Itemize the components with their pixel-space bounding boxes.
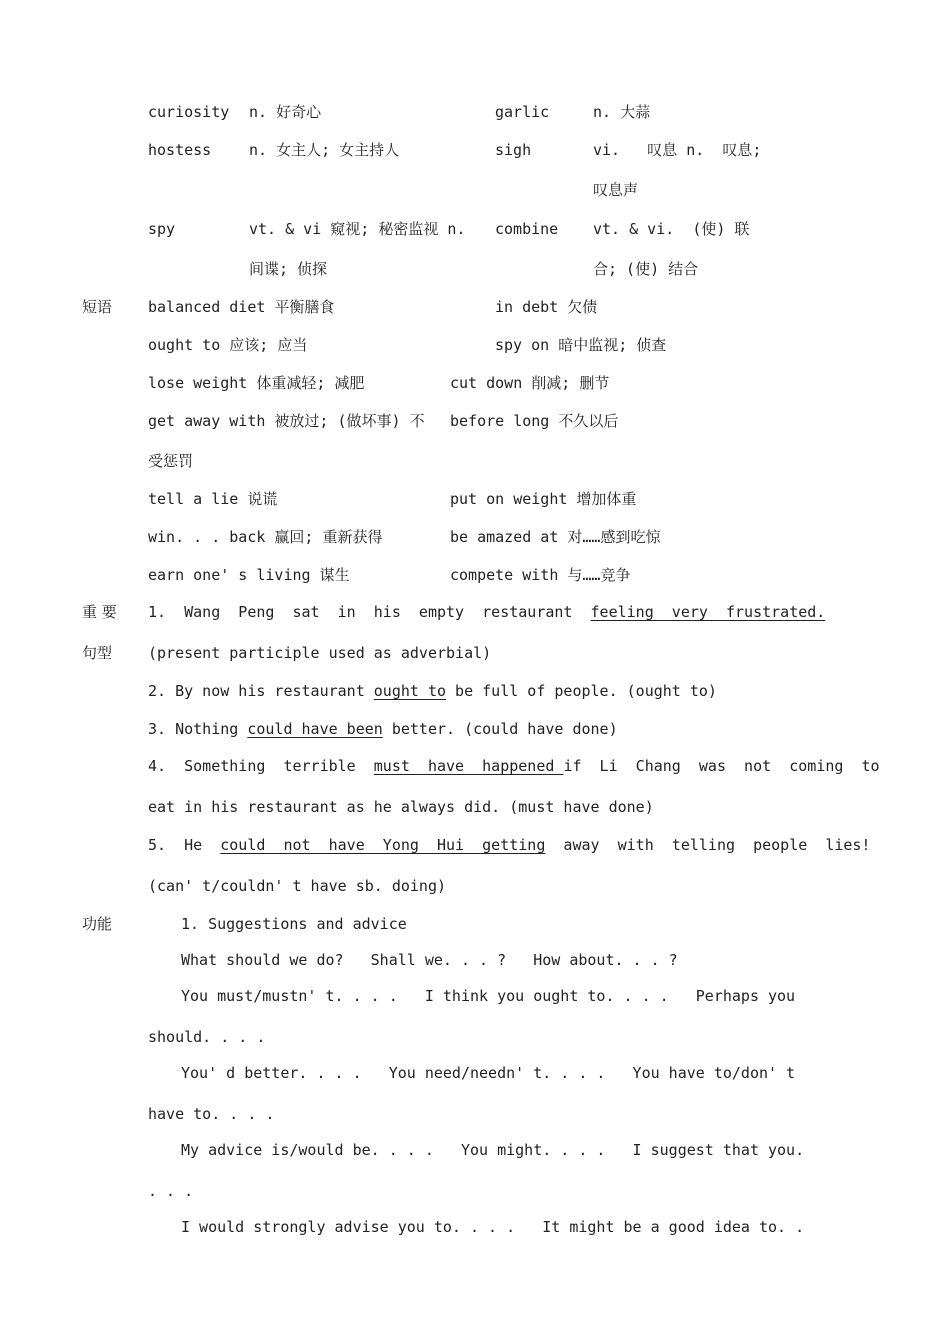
vocab-word: garlic	[495, 103, 550, 121]
vocab-word: hostess	[148, 141, 212, 159]
phrase-item: in debt 欠债	[495, 298, 598, 316]
function-line: What should we do? Shall we. . . ? How about. . . ?	[181, 951, 678, 969]
vocab-word: curiosity	[148, 103, 230, 121]
section-label-patterns: 重 要	[82, 603, 117, 621]
phrase-item: before long 不久以后	[450, 412, 619, 430]
function-line: You' d better. . . . You need/needn' t. . . . You have to/don' t	[181, 1064, 796, 1082]
vocab-word: sigh	[495, 141, 532, 159]
vocab-definition: n. 好奇心	[249, 103, 322, 121]
sentence-2: 2. By now his restaurant ought to be full of people. (ought to)	[148, 682, 717, 700]
vocab-definition: n. 女主人; 女主持人	[249, 141, 400, 159]
sentence-5-cont: (can' t/couldn' t have sb. doing)	[148, 877, 447, 895]
phrase-item: be amazed at 对……感到吃惊	[450, 528, 661, 546]
vocab-word: combine	[495, 220, 559, 238]
vocab-definition: vi. 叹息 n. 叹息;	[593, 141, 762, 159]
underlined-phrase: must have happened	[373, 757, 564, 775]
function-heading: 1. Suggestions and advice	[181, 915, 407, 933]
vocab-definition-cont: 间谍; 侦探	[249, 260, 328, 278]
phrase-item: lose weight 体重减轻; 减肥	[148, 374, 365, 392]
phrase-item: spy on 暗中监视; 侦查	[495, 336, 667, 354]
function-line: I would strongly advise you to. . . . It might be a good idea to. .	[181, 1218, 805, 1236]
phrase-item-cont: 受惩罚	[148, 452, 194, 470]
vocab-definition: n. 大蒜	[593, 103, 651, 121]
function-line-cont: have to. . . .	[148, 1105, 275, 1123]
sentence-1-note: (present participle used as adverbial)	[148, 644, 492, 662]
sentence-3: 3. Nothing could have been better. (could have done)	[148, 720, 618, 738]
underlined-phrase: could have been	[247, 720, 383, 738]
underlined-phrase: could not have Yong Hui getting	[220, 836, 546, 854]
vocab-word: spy	[148, 220, 176, 238]
vocab-definition-cont: 叹息声	[593, 181, 639, 199]
section-label-phrases: 短语	[82, 298, 113, 316]
sentence-5: 5. He could not have Yong Hui getting away with telling people lies!	[148, 836, 871, 854]
phrase-item: ought to 应该; 应当	[148, 336, 308, 354]
function-line: My advice is/would be. . . . You might. . . . I suggest that you.	[181, 1141, 805, 1159]
sentence-4: 4. Something terrible must have happened if Li Chang was not coming to	[148, 757, 880, 775]
section-label-patterns-cont: 句型	[82, 644, 113, 662]
phrase-item: cut down 削减; 删节	[450, 374, 610, 392]
phrase-item: tell a lie 说谎	[148, 490, 278, 508]
phrase-item: balanced diet 平衡膳食	[148, 298, 335, 316]
phrase-item: put on weight 增加体重	[450, 490, 637, 508]
function-line: You must/mustn' t. . . . I think you ought to. . . . Perhaps you	[181, 987, 796, 1005]
phrase-item: win. . . back 赢回; 重新获得	[148, 528, 383, 546]
sentence-4-cont: eat in his restaurant as he always did. (must have done)	[148, 798, 654, 816]
underlined-phrase: ought to	[373, 682, 447, 700]
vocab-definition: vt. & vi 窥视; 秘密监视 n.	[249, 220, 466, 238]
phrase-item: earn one' s living 谋生	[148, 566, 350, 584]
phrase-item: compete with 与……竞争	[450, 566, 631, 584]
section-label-functions: 功能	[82, 915, 113, 933]
function-line-cont: should. . . .	[148, 1028, 266, 1046]
vocab-definition: vt. & vi. (使) 联	[593, 220, 750, 238]
underlined-phrase: feeling very frustrated.	[590, 603, 826, 621]
vocab-definition-cont: 合; (使) 结合	[593, 260, 699, 278]
phrase-item: get away with 被放过; (做坏事) 不	[148, 412, 425, 430]
sentence-1: 1. Wang Peng sat in his empty restaurant feeling very frustrated.	[148, 603, 826, 621]
function-line-cont: . . .	[148, 1182, 194, 1200]
